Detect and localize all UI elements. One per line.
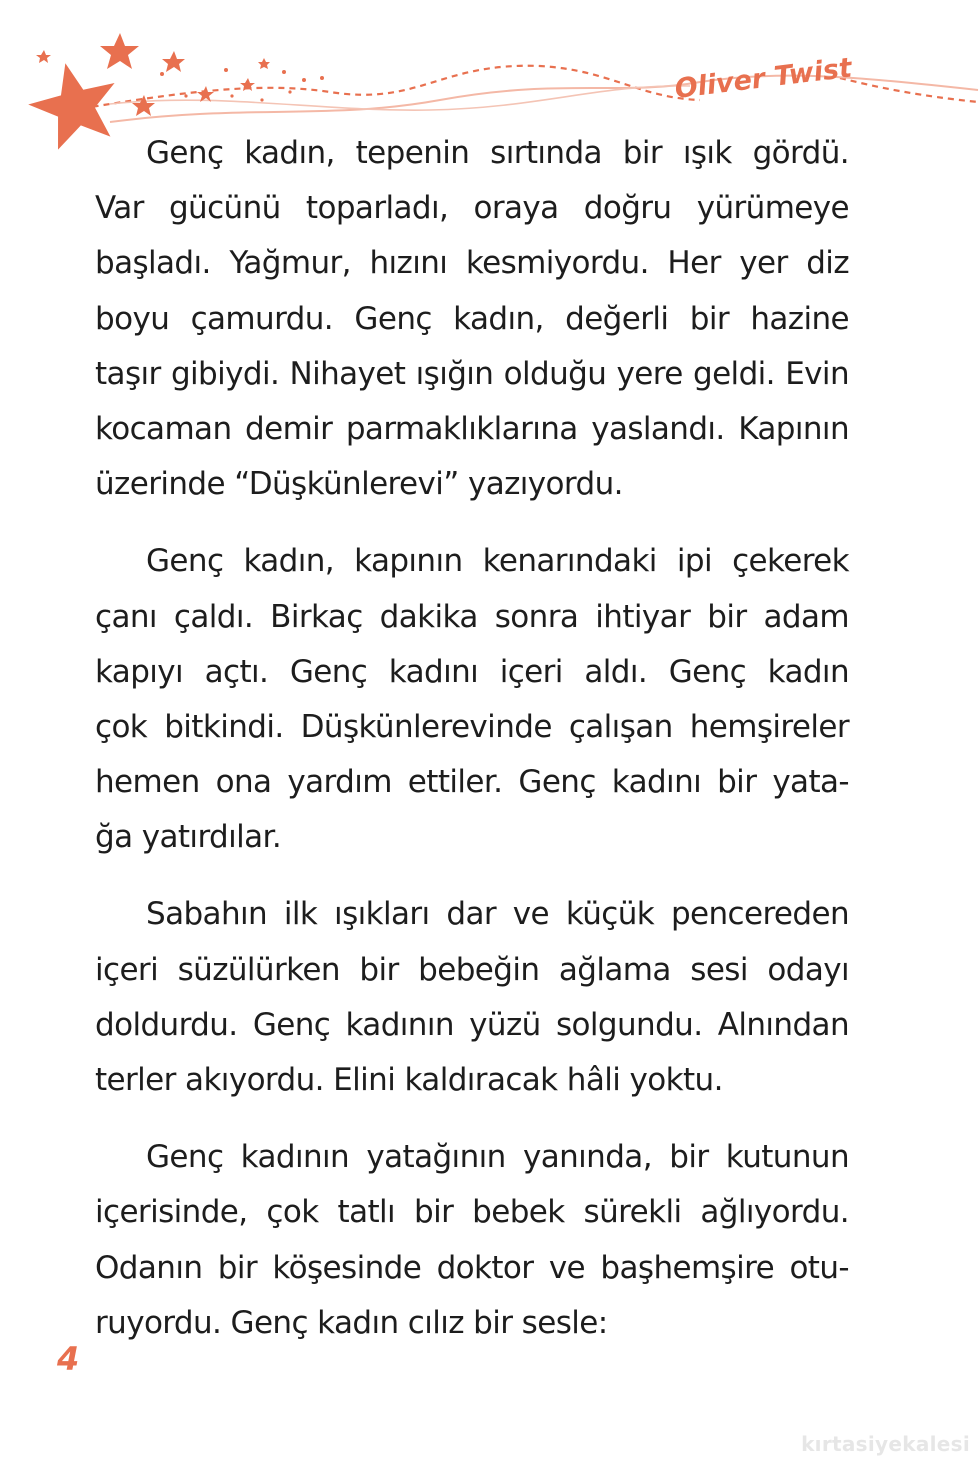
sparkle-dot	[320, 76, 324, 80]
sparkle-dot	[230, 94, 233, 97]
page-number: 4	[57, 1340, 80, 1378]
star-icon	[258, 58, 270, 69]
text-line: çanı çaldı. Birkaç dakika sonra ihtiyar bir adam	[95, 598, 849, 635]
text-line: içerisinde, çok tatlı bir bebek sürekli ağlıyordu.	[95, 1194, 849, 1231]
paragraph	[95, 1130, 849, 1351]
text-line: boyu çamurdu. Genç kadın, değerli bir hazine	[95, 300, 849, 337]
watermark: kırtasiyekalesi	[801, 1432, 970, 1456]
sparkle-dot	[160, 72, 164, 76]
sparkle-dot	[302, 78, 306, 82]
text-line: terler akıyordu. Elini kaldıracak hâli yoktu.	[95, 1062, 723, 1098]
sparkle-dot	[282, 70, 286, 74]
sparkle-dot	[184, 94, 187, 97]
text-line: Genç kadın, kapının kenarındaki ipi çekerek	[146, 543, 849, 580]
text-line: kapıyı açtı. Genç kadını içeri aldı. Genç kadın	[95, 653, 849, 690]
paragraph	[95, 887, 849, 1108]
text-line: üzerinde “Düşkünlerevi” yazıyordu.	[95, 466, 623, 503]
text-line: Genç kadının yatağının yanında, bir kutunun	[146, 1139, 849, 1176]
text-line: Sabahın ilk ışıkları dar ve küçük pencereden	[146, 896, 849, 933]
star-icon	[162, 51, 185, 72]
sparkle-dot	[260, 98, 263, 101]
text-line: içeri süzülürken bir bebeğin ağlama sesi odayı	[95, 951, 849, 988]
text-line: çok bitkindi. Düşkünlerevinde çalışan hemşireler	[95, 708, 849, 745]
text-line: ğa yatırdılar.	[95, 819, 282, 856]
star-icon	[100, 33, 139, 69]
star-icon	[36, 50, 51, 63]
dashed-swirl-line	[840, 78, 978, 102]
text-line: doldurdu. Genç kadının yüzü solgundu. Alnından	[95, 1006, 849, 1043]
text-line: Var gücünü toparladı, oraya doğru yürümeye	[95, 190, 849, 227]
text-line: ruyordu. Genç kadın cılız bir sesle:	[95, 1304, 608, 1341]
text-line: Odanın bir köşesinde doktor ve başhemşire otu-	[95, 1249, 849, 1286]
text-line: kocaman demir parmaklıklarına yaslandı. Kapının	[95, 410, 849, 447]
text-line: başladı. Yağmur, hızını kesmiyordu. Her yer diz	[95, 245, 849, 282]
paragraph	[95, 126, 849, 512]
sparkle-dot	[288, 90, 291, 93]
sparkle-dot	[224, 68, 228, 72]
paragraph	[95, 534, 849, 865]
text-line: Genç kadın, tepenin sırtında bir ışık gördü.	[146, 135, 849, 171]
text-line: hemen ona yardım ettiler. Genç kadını bir yata-	[95, 764, 849, 801]
text-line: taşır gibiydi. Nihayet ışığın olduğu yere geldi. Evin	[95, 355, 849, 392]
story-text	[95, 126, 849, 1373]
book-title: Oliver Twist	[673, 52, 854, 105]
